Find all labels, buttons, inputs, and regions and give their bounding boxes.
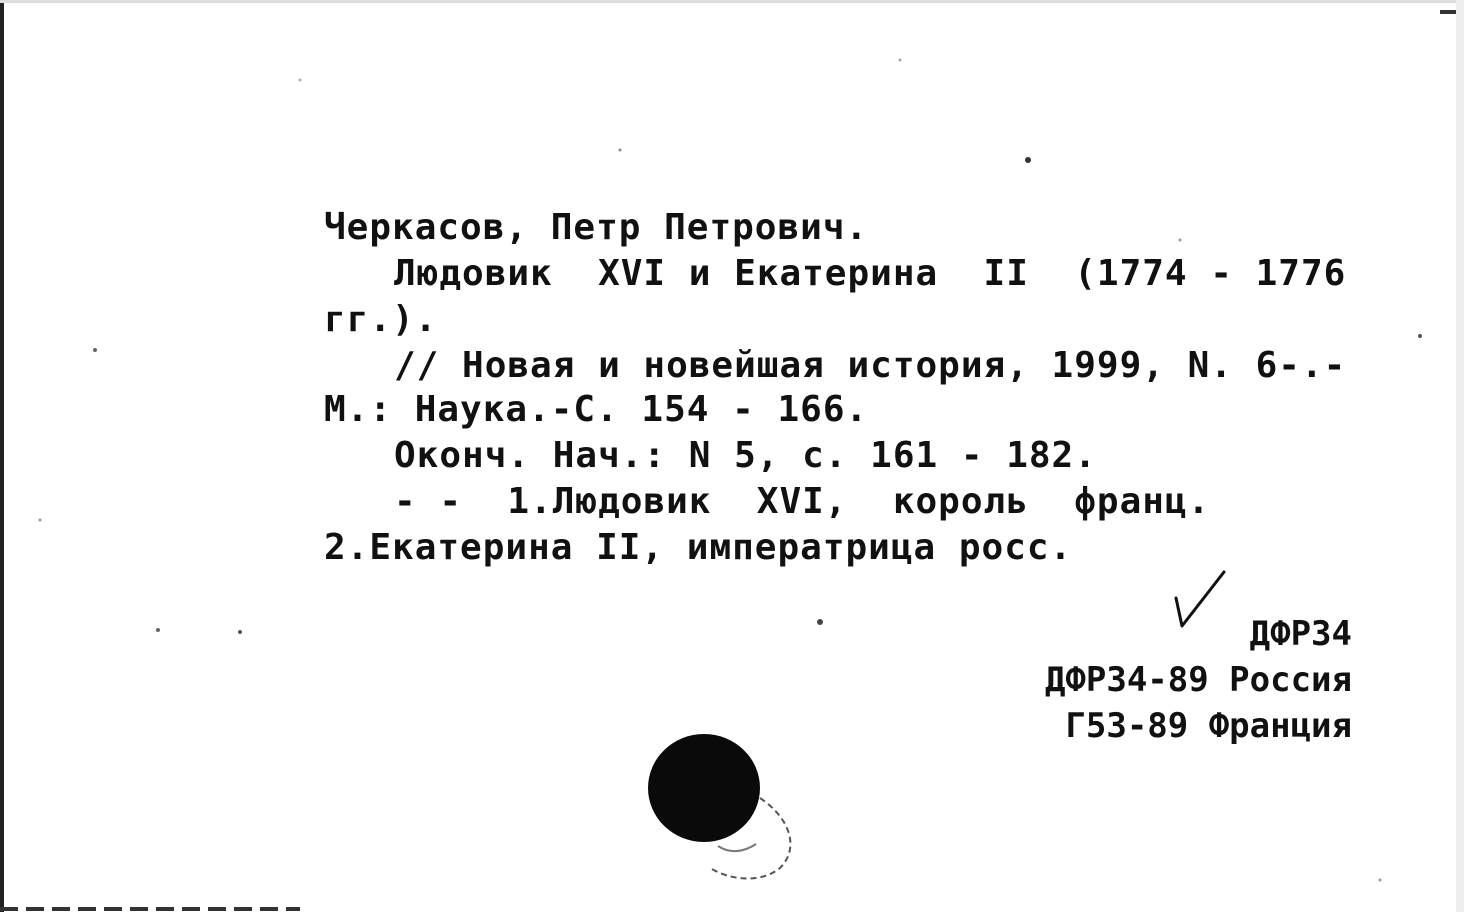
punch-hole-icon [640,728,820,888]
bottom-dashed-rule [0,906,300,912]
title-line-1: Людовик XVI и Екатерина II (1774 - 1776 [394,253,1347,294]
source-line-1: // Новая и новейшая история, 1999, N. 6-.- [394,345,1347,386]
check-mark-icon [1170,570,1230,634]
note-line: Оконч. Нач.: N 5, с. 161 - 182. [394,435,1097,476]
classification-main: ДФР34 [1249,614,1352,654]
subjects-line-1: - - 1.Людовик XVI, король франц. [394,481,1211,522]
classification-russia: ДФР34-89 Россия [1044,660,1352,700]
source-line-2: М.: Наука.-С. 154 - 166. [324,389,869,430]
author-line: Черкасов, Петр Петрович. [324,207,869,248]
subjects-line-2: 2.Екатерина II, императрица росс. [324,527,1073,568]
title-line-2: гг.). [324,299,438,340]
classification-france: Г53-89 Франция [1065,706,1352,746]
